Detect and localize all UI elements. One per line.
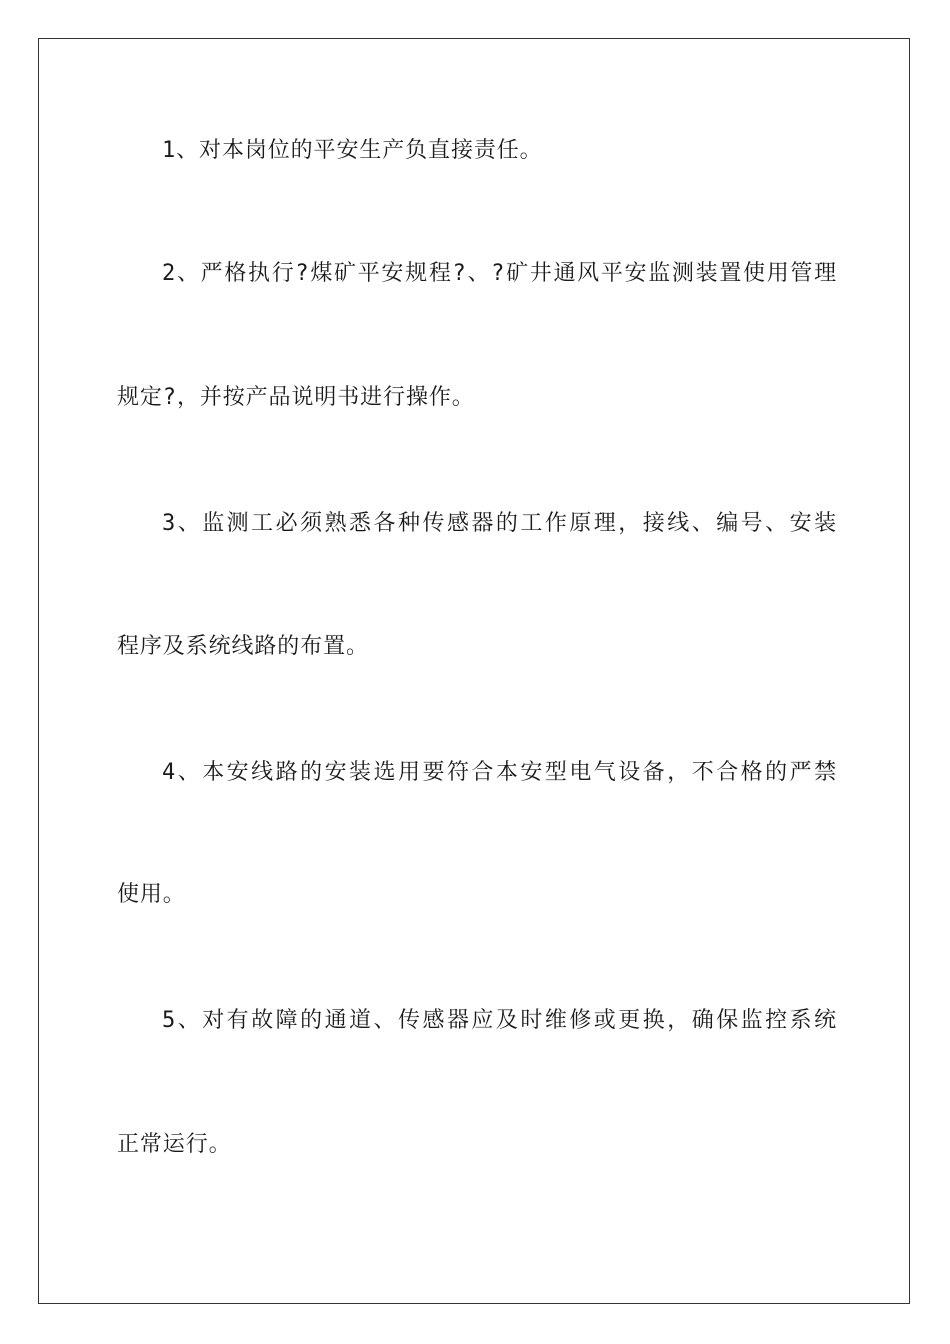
paragraph-3-line-2: 程序及系统线路的布置。	[117, 634, 369, 659]
paragraph-3-line-1: 3、监测工必须熟悉各种传感器的工作原理，接线、编号、安装	[162, 511, 837, 536]
paragraph-1-line-1: 1、对本岗位的平安生产负直接责任。	[162, 138, 543, 163]
paragraph-5-line-2: 正常运行。	[117, 1132, 232, 1157]
page-border	[38, 38, 910, 1304]
paragraph-4-line-2: 使用。	[117, 882, 186, 907]
paragraph-2-line-2: 规定?，并按产品说明书进行操作。	[117, 385, 475, 410]
paragraph-5-line-1: 5、对有故障的通道、传感器应及时维修或更换，确保监控系统	[162, 1008, 837, 1033]
paragraph-4-line-1: 4、本安线路的安装选用要符合本安型电气设备，不合格的严禁	[162, 760, 837, 785]
paragraph-2-line-1: 2、严格执行?煤矿平安规程?、?矿井通风平安监测装置使用管理	[162, 261, 837, 286]
